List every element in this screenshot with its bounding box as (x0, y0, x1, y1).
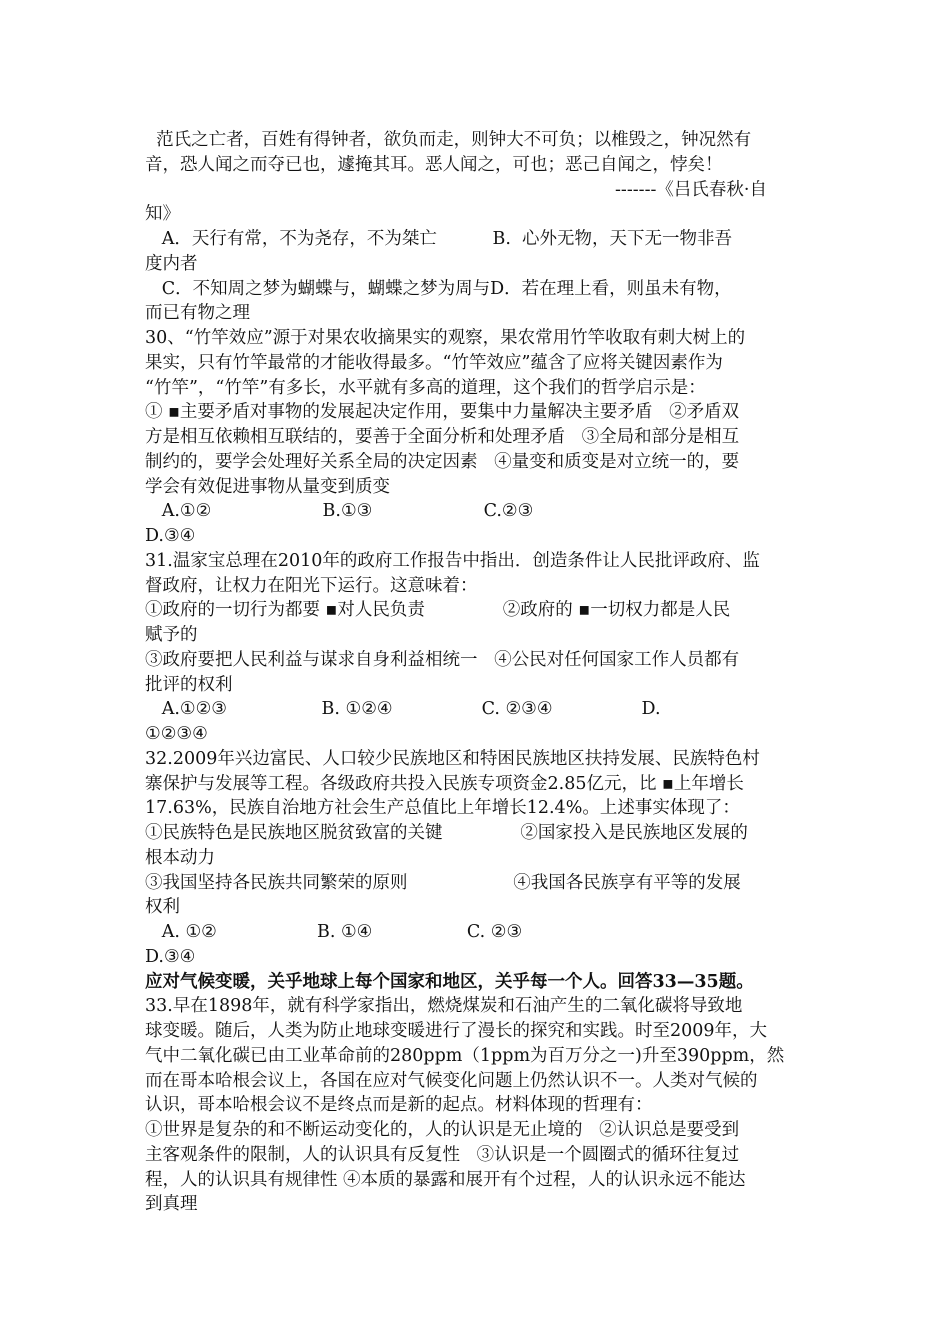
text-line: 程，人的认识具有规律性 ④本质的暴露和展开有个过程，人的认识永远不能达 (145, 1170, 746, 1190)
text-line: ① ▪主要矛盾对事物的发展起决定作用，要集中力量解决主要矛盾 ②矛盾双 (145, 402, 740, 422)
option-line: D.③④ (145, 947, 196, 967)
text-line: ①世界是复杂的和不断运动变化的，人的认识是无止境的 ②认识总是要受到 (145, 1120, 740, 1140)
text-line: “竹竿”，“竹竿”有多长，水平就有多高的道理，这个我们的哲学启示是： (145, 378, 706, 398)
question-33-line: 33.早在1898年，就有科学家指出，燃烧煤炭和石油产生的二氧化碳将导致地 (145, 996, 743, 1016)
text-line: 方是相互依赖相互联结的，要善于全面分析和处理矛盾 ③全局和部分是相互 (145, 427, 740, 447)
text-line: ①政府的一切行为都要 ▪对人民负责 ②政府的 ▪一切权力都是人民 (145, 600, 731, 620)
text-line: 批评的权利 (145, 675, 233, 695)
text-line: 度内者 (145, 254, 198, 274)
text-line: 督政府，让权力在阳光下运行。这意味着： (145, 576, 478, 596)
section-heading: 应对气候变暖，关乎地球上每个国家和地区，关乎每一个人。回答33—35题。 (145, 972, 754, 992)
option-line: A.①② B.①③ C.②③ (145, 501, 534, 521)
text-line: 音，恐人闻之而夺已也，遽掩其耳。恶人闻之，可也；恶己自闻之，悖矣！ (145, 155, 723, 175)
option-line: D.③④ (145, 526, 196, 546)
text-line: ①民族特色是民族地区脱贫致富的关键 ②国家投入是民族地区发展的 (145, 823, 748, 843)
text-line: 主客观条件的限制，人的认识具有反复性 ③认识是一个圆圈式的循环往复过 (145, 1145, 740, 1165)
text-line-citation: -------《吕氏春秋·自 (615, 180, 767, 200)
option-line: A.①②③ B. ①②④ C. ②③④ D. (145, 699, 661, 719)
text-line: 制约的，要学会处理好关系全局的决定因素 ④量变和质变是对立统一的，要 (145, 452, 740, 472)
question-32-line: 32.2009年兴边富民、人口较少民族地区和特困民族地区扶持发展、民族特色村 (145, 749, 760, 769)
text-line: 根本动力 (145, 848, 215, 868)
text-line: 而在哥本哈根会议上，各国在应对气候变化问题上仍然认识不一。人类对气候的 (145, 1071, 758, 1091)
text-line: 到真理 (145, 1194, 198, 1214)
text-line: 学会有效促进事物从量变到质变 (145, 477, 390, 497)
text-line: 果实，只有竹竿最常的才能收得最多。“竹竿效应”蕴含了应将关键因素作为 (145, 353, 723, 373)
text-line: 权利 (145, 897, 180, 917)
option-line: A. ①② B. ①④ C. ②③ (145, 922, 523, 942)
text-line: ③我国坚持各民族共同繁荣的原则 ④我国各民族享有平等的发展 (145, 873, 741, 893)
question-31-line: 31.温家宝总理在2010年的政府工作报告中指出．创造条件让人民批评政府、监 (145, 551, 760, 571)
option-line: C．不知周之梦为蝴蝶与，蝴蝶之梦为周与D．若在理上看，则虽未有物， (145, 279, 732, 299)
text-line: 知》 (145, 204, 180, 224)
text-line: 球变暖。随后，人类为防止地球变暖进行了漫长的探究和实践。时至2009年，大 (145, 1021, 768, 1041)
option-line: A．天行有常，不为尧存，不为桀亡 B. 心外无物，天下无一物非吾 (145, 229, 732, 249)
text-line: 赋予的 (145, 625, 198, 645)
option-line: ①②③④ (145, 724, 208, 744)
text-line: 而已有物之理 (145, 303, 250, 323)
text-line: 寨保护与发展等工程。各级政府共投入民族专项资金2.85亿元，比 ▪上年增长 (145, 774, 744, 794)
text-line: 17.63%，民族自治地方社会生产总值比上年增长12.4%。上述事实体现了： (145, 798, 740, 818)
text-line: 范氏之亡者，百姓有得钟者，欲负而走，则钟大不可负；以椎毁之，钟况然有 (145, 130, 752, 150)
text-line: ③政府要把人民利益与谋求自身利益相统一 ④公民对任何国家工作人员都有 (145, 650, 740, 670)
text-line: 认识，哥本哈根会议不是终点而是新的起点。材料体现的哲理有： (145, 1095, 653, 1115)
text-line: 气中二氧化碳已由工业革命前的280ppm（1ppm为百万分之一)升至390ppm，然 (145, 1046, 785, 1066)
question-30-line: 30、“竹竿效应”源于对果农收摘果实的观察，果农常用竹竿收取有刺大树上的 (145, 328, 746, 348)
